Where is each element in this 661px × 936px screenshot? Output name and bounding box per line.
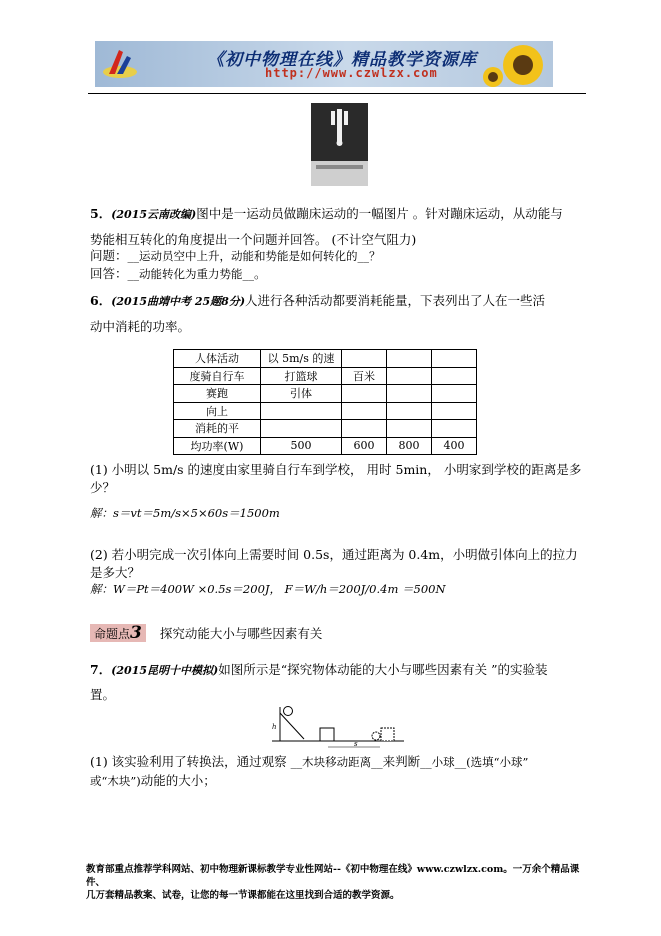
q7-sub1-end: 动能的大小； xyxy=(140,773,216,788)
topic-heading xyxy=(90,624,322,642)
q5-source: (2015云南改编) xyxy=(111,208,197,221)
header-divider xyxy=(88,93,586,94)
q7-sub1-mid: 来判断 xyxy=(382,754,421,769)
table-cell: 向上 xyxy=(174,402,261,420)
table-cell xyxy=(432,350,477,368)
diagram-s-label: s xyxy=(354,740,358,748)
table-cell: 赛跑 xyxy=(174,385,261,403)
q5-number: 5． xyxy=(90,206,112,221)
logo-icon xyxy=(101,46,139,82)
q6-sub1-line1: (1) 小明以 5m/s 的速度由家里骑自行车到学校， 用时 5min， 小明家到学校的距离是多 xyxy=(90,462,582,477)
table-cell: 以 5m/s 的速 xyxy=(261,350,342,368)
q5-question-row xyxy=(90,246,381,264)
table-row xyxy=(174,350,477,368)
q6-sub2-line2: 是多大？ xyxy=(90,565,141,580)
table-cell xyxy=(387,420,432,438)
q6-number: 6． xyxy=(90,293,112,308)
q7-sub1-note1: (选填“小球” xyxy=(466,755,529,769)
diagram-h-label: h xyxy=(272,723,277,731)
q7-sub1-note2: 或“木块”) xyxy=(90,774,141,788)
header-title: 《初中物理在线》精品教学资源库 xyxy=(207,50,477,70)
topic-badge xyxy=(90,624,146,642)
topic-number: 3 xyxy=(130,623,142,643)
q7-source: (2015昆明十中模拟) xyxy=(111,664,219,677)
q5-answer-text: __动能转化为重力势能__ xyxy=(127,267,255,281)
q6-source: (2015曲靖中考 25题8分) xyxy=(111,295,246,308)
page-footer xyxy=(86,863,586,902)
q6-sub1-solution: 解：s＝vt＝5m/s×5×60s＝1500m xyxy=(90,506,280,520)
table-row xyxy=(174,367,477,385)
table-cell: 400 xyxy=(432,437,477,455)
q7-text-line2: 置。 xyxy=(90,687,116,702)
q7-sub1-line1 xyxy=(90,752,528,770)
table-cell: 百米 xyxy=(342,367,387,385)
q5-text-line2: 势能相互转化的角度提出一个问题并回答。 (不计空气阻力) xyxy=(90,232,417,247)
footer-line1: 教育部重点推荐学科网站、初中物理新课标教学专业性网站--《初中物理在线》www.czwlzx.com。一万余个精品课件、 xyxy=(86,864,580,888)
q7-sub1-blank2: __小球__ xyxy=(420,755,467,769)
table-row xyxy=(174,402,477,420)
table-row xyxy=(174,437,477,455)
q7-sub1-line2 xyxy=(90,771,216,789)
table-cell: 人体活动 xyxy=(174,350,261,368)
q6-text-line2: 动中消耗的功率。 xyxy=(90,319,191,334)
q5-line1 xyxy=(90,204,563,222)
table-cell xyxy=(432,385,477,403)
q6-line1 xyxy=(90,291,545,309)
q6-sub1-line2: 少？ xyxy=(90,480,116,495)
q5-question-label: 问题： xyxy=(90,248,128,263)
sunflower-icon xyxy=(479,41,553,87)
table-cell xyxy=(342,420,387,438)
q5-answer-label: 回答： xyxy=(90,266,128,281)
table-cell: 度骑自行车 xyxy=(174,367,261,385)
table-cell xyxy=(342,350,387,368)
table-cell: 打篮球 xyxy=(261,367,342,385)
q6-sub2-solution: 解：W＝Pt＝400W ×0.5s＝200J， F＝W/h＝200J/0.4m ＝500N xyxy=(90,582,446,596)
table-row xyxy=(174,385,477,403)
table-row xyxy=(174,420,477,438)
q6-text-line1: 人进行各种活动都要消耗能量，下表列出了人在一些活 xyxy=(245,293,546,308)
table-cell: 600 xyxy=(342,437,387,455)
power-table xyxy=(173,349,477,455)
table-cell xyxy=(261,402,342,420)
header-banner xyxy=(95,41,553,87)
table-cell xyxy=(342,385,387,403)
table-cell xyxy=(387,385,432,403)
q7-number: 7． xyxy=(90,662,112,677)
topic-label: 命题点 xyxy=(94,627,131,641)
q5-question-answer: __运动员空中上升，动能和势能是如何转化的__？ xyxy=(127,249,381,263)
q5-text-line1: 图中是一运动员做蹦床运动的一幅图片 。针对蹦床运动，从动能与 xyxy=(196,206,563,221)
table-cell: 引体 xyxy=(261,385,342,403)
table-cell xyxy=(432,402,477,420)
table-cell: 消耗的平 xyxy=(174,420,261,438)
table-cell xyxy=(432,367,477,385)
q7-sub1-blank1: __木块移动距离__ xyxy=(290,755,383,769)
topic-title: 探究动能大小与哪些因素有关 xyxy=(159,626,323,641)
q6-sub2-line1: (2) 若小明完成一次引体向上需要时间 0.5s，通过距离为 0.4m，小明做引体向上的拉力 xyxy=(90,547,578,562)
table-cell xyxy=(387,402,432,420)
trampoline-photo xyxy=(311,103,368,186)
table-cell xyxy=(387,367,432,385)
table-cell xyxy=(261,420,342,438)
footer-line2: 几万套精品教案、试卷，让您的每一节课都能在这里找到合适的教学资源。 xyxy=(86,890,400,901)
table-cell: 500 xyxy=(261,437,342,455)
q7-text-line1: 如图所示是“探究物体动能的大小与哪些因素有关 ”的实验装 xyxy=(218,662,548,677)
table-cell xyxy=(387,350,432,368)
table-cell xyxy=(342,402,387,420)
q7-sub1-prefix: (1) 该实验利用了转换法，通过观察 xyxy=(90,754,291,769)
experiment-diagram xyxy=(268,703,408,751)
q7-line1 xyxy=(90,660,548,678)
table-cell xyxy=(432,420,477,438)
header-url[interactable]: http://www.czwlzx.com xyxy=(265,66,438,80)
table-cell: 800 xyxy=(387,437,432,455)
q5-answer-end: 。 xyxy=(254,266,267,281)
table-cell: 均功率(W) xyxy=(174,437,261,455)
q5-answer-row xyxy=(90,264,267,282)
